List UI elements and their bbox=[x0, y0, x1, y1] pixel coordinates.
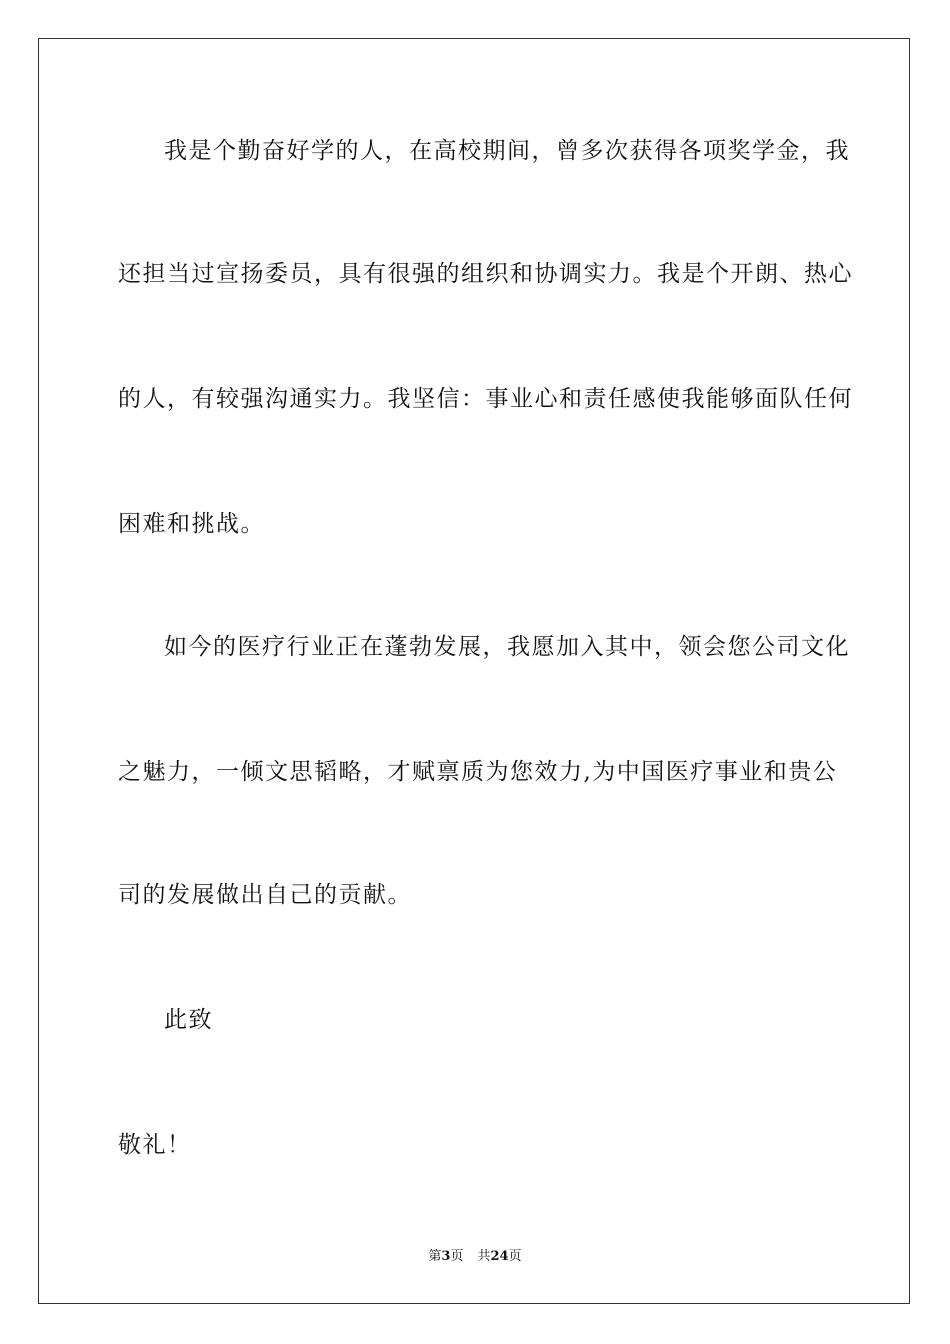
text-line-7: 司的发展做出自己的贡献。 bbox=[118, 882, 412, 908]
page-suffix: 页 bbox=[450, 1249, 464, 1264]
text-line-3: 的人，有较强沟通实力。我坚信：事业心和责任感使我能够面队任何 bbox=[118, 386, 853, 412]
total-pages: 24 bbox=[490, 1249, 509, 1264]
text-line-5: 如今的医疗行业正在蓬勃发展，我愿加入其中，领会您公司文化 bbox=[164, 634, 850, 660]
text-line-6: 之魅力，一倾文思韬略，才赋禀质为您效力,为中国医疗事业和贵公 bbox=[118, 759, 838, 785]
page-footer bbox=[0, 1248, 950, 1266]
total-prefix: 共 bbox=[477, 1249, 491, 1264]
page-number: 3 bbox=[441, 1249, 451, 1264]
closing-salutation: 此致 bbox=[164, 1007, 213, 1033]
text-line-2: 还担当过宣扬委员，具有很强的组织和协调实力。我是个开朗、热心 bbox=[118, 261, 853, 287]
page-border bbox=[38, 38, 910, 1304]
closing-regards: 敬礼！ bbox=[118, 1132, 192, 1158]
page-prefix: 第 bbox=[428, 1249, 442, 1264]
total-suffix: 页 bbox=[508, 1249, 522, 1264]
text-line-4: 困难和挑战。 bbox=[118, 511, 265, 537]
text-line-1: 我是个勤奋好学的人，在高校期间，曾多次获得各项奖学金，我 bbox=[164, 138, 850, 164]
